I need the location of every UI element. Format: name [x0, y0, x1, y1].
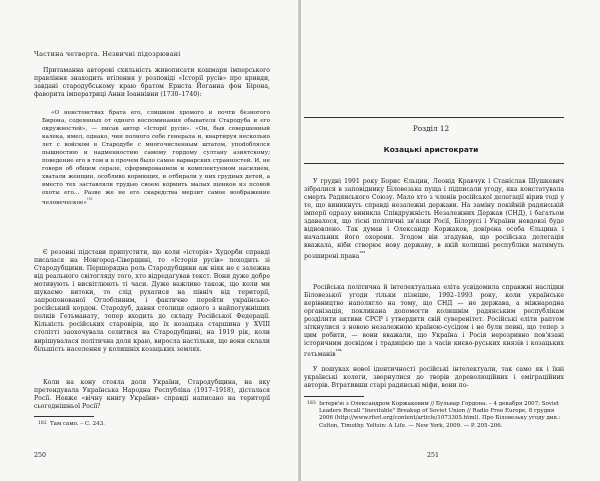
right-paragraph-2-text: Російська політична й інтелектуальна еліта усвідомила справжні наслідки Біловезької угоди тільки пізніше, 1992–1993 року, коли українське керівництво наполягло на тому, що СНД — не держава, а міжнародна організація, покликана допомогти колишнім радянським республікам розділити активи СРСР і утвердити свій суверенітет. Російські еліти раптом зіткнулися з новою незалежною країною-сусідом і не були певні, що тепер з цим робити, — вони вважали, що Україна і Росія нерозривно пов'язані історичним досвідом і традицією ще з часів києво-руських князів і козацьких гетьманів [304, 284, 564, 359]
right-page [301, 0, 600, 481]
chapter-title: Козацькі аристократи [383, 145, 479, 154]
left-page-number: 250 [34, 452, 47, 459]
chapter-label: Розділ 12 [412, 124, 450, 133]
right-page-number: 251 [427, 452, 440, 459]
left-quote-text: «О неистовствах брата его, слишком хромого и почти безногого Бирона, содеянных от одного воспоминания обывателя Стародуба и его окружностей», — писав автор «Історії русів». «Он, быв совершенный калека, имел, однако, чин полного себе генерала и, квартируя несколько лет с войском в Стародубе с многочисленным штатом, упodoблялся пышностию и надменностию самому гордому султану азиятскому; поведение его в том и в прочем было самое варварских странностей. И, не говоря об общем серале, сформированном и комплектуемом насилием, хватали женщин, особливо кормящих, и отбирали у них грудных детей, а вместо тех заставляли грудью своею кормить малых щенков из псовой охоты его… Разве же не его скаредства мерзит самое воображение человеческое» [42, 110, 270, 207]
right-paragraph-2 [304, 284, 564, 359]
left-paragraph-3: Коли на кону стояла доля України, Стародубщина, на яку претендувала Українська Народна Республіка (1917–1918), дісталася Росії. Невже «вічну книгу України» справді написано на території сьогоднішньої Росії? [34, 379, 270, 411]
footnote-rule [304, 396, 364, 397]
left-footnote-number: 182 [38, 421, 47, 426]
right-paragraph-1 [304, 178, 564, 262]
left-quote [42, 110, 270, 208]
left-page [0, 0, 299, 481]
right-footnote-number: 183 [307, 401, 316, 406]
running-head: Частина четверта. Незвичні підозрювані [34, 50, 181, 58]
footnote-rule [34, 416, 94, 417]
right-paragraph-1-text: У грудні 1991 року Борис Єльцин, Леонід Кравчук і Станіслав Шушкевич зібралися в заповіднику Біловезька пуща і підписали угоду, яка констатувала смерть Радянського Союзу. Мало хто з членів російської делегації вірив тоді у те, що виникнуть справді незалежні держави. На заміну покійній радянській імперії одразу виникла Співдружність Незалежних Держав (СНД), і багатьом здавалося, що тісні політичні зв'язки Росії, Білорусі і України невдовзі буде відновлено. Так думав і Олександр Коржаков, довірена особа Єльцина і начальник його охорони. Згодом він згадував, що російська делегація вважала, ніби створює нову державу, в якій колишні республіки матимуть розширені права [304, 178, 564, 261]
left-paragraph-1: Притаманна авторові схильність живописати кошмари імперського правління знаходить втілення у розповіді «Історії русів» про кривди, завдані стародубському краю братом Ернста Йоганна фон Бірона, фаворита імператриці Анни Іоаннівни (1730–1740): [34, 67, 270, 99]
chapter-rule-top [304, 117, 564, 118]
right-paragraph-3: У пошуках нової ідентичності російські інтелектуали, так само як і їхні українські колеги, звернулися до творів дореволюційних і еміграційних авторів. Втративши старі радянські міфи, вони по- [304, 366, 564, 390]
right-footnote: Інтерв'ю з Олександром Коржаковим // Бульвар Гордона. – 4 декабря 2007; Soviet Leaders Recall "Inevitable" Breakup of Soviet Union // Radio Free Europe, 8 грудня 2006 (http://www.rferl.org/content/article/1073305.html). Про Біловезьку угоду див.: Colton, Timothy. Yeltsin: A Life. — New York, 2009. — P. 205–206. [319, 401, 561, 429]
left-footnote: Там само. – С. 243. [50, 421, 105, 427]
right-paragraph-2-note: ¹⁸⁴ [335, 349, 342, 356]
right-paragraph-1-note: ¹⁸³ [359, 251, 366, 258]
left-paragraph-2: Є резонні підстави припустити, що коли «історія» Худорби справді писалася на Новгород-Сіверщині, то «Історія русів» походить зі Стародубщини. Першорядна роль Стародубщини аж ніяк не є залежна від реального світогляду того, хто відредагував текст. Вони дуже добре мотивують і висвітлюють ті часи. Дуже важливо також, що коли ми шукаємо витоки, то слід рухатися на північ від території, запропонованої Оглоблиним, і фактично перейти українсько-російський кордон. Стародуб, давня столиця одного з найпотужніших полків Гетьманату, тепер входить до складу Російської Федерації. Кількість російських старовірів, що їх козацька старшина у XVIII столітті заохочувала селитися на Стародубщині, на 1919 рік, коли вирішувалася політична доля краю, виросла настільки, що вони склали більшість населення у колишніх козацьких землях. [34, 249, 270, 353]
left-quote-note: ¹⁸² [86, 198, 93, 204]
chapter-rule-bottom [304, 163, 564, 164]
